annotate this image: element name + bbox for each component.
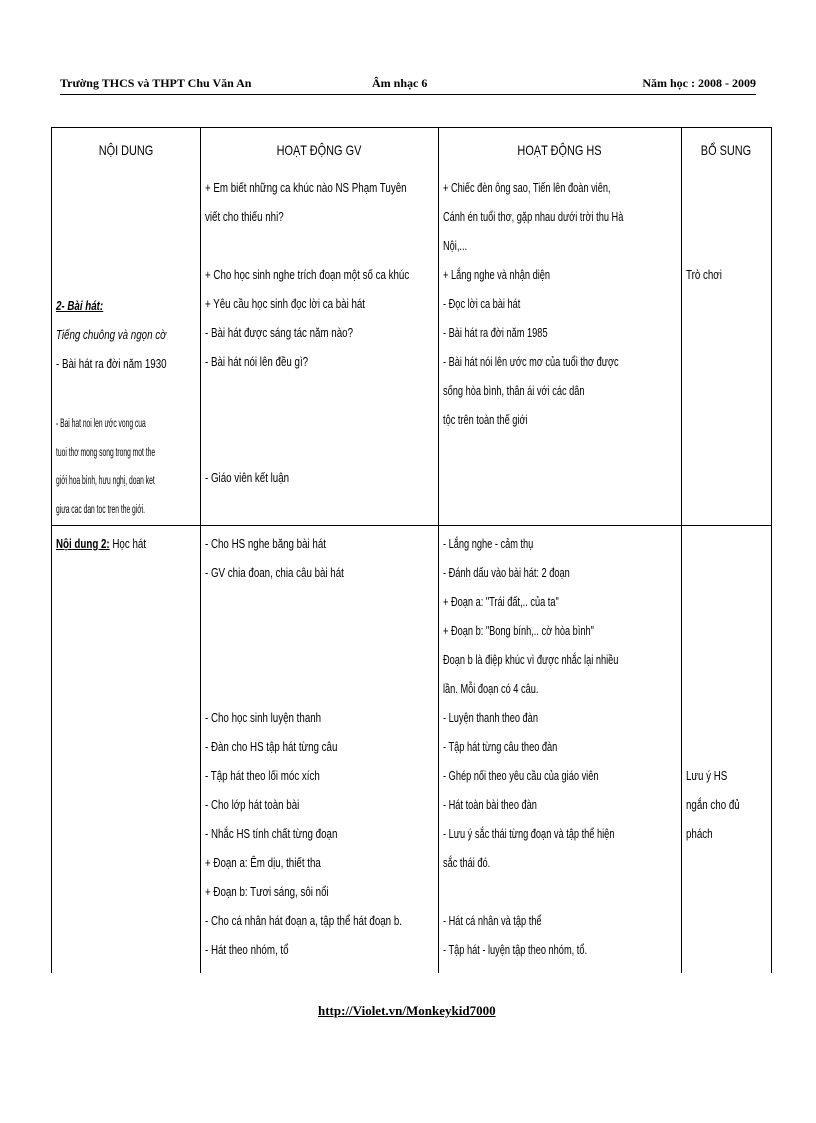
hs-line: - Hát toàn bài theo đàn — [443, 797, 537, 812]
bosung-line: ngắn cho đủ — [686, 797, 740, 812]
note-line: giới hoa bình, hưu nghị, doan ket — [56, 473, 155, 487]
hs-line: - Bài hát ra đời năm 1985 — [443, 325, 548, 340]
hs-line: - Lưu ý sắc thái từng đoạn và tập thể hiện — [443, 826, 615, 841]
hs-line: - Bài hát nói lên ước mơ của tuổi thơ được — [443, 354, 619, 369]
column-divider — [681, 128, 682, 973]
gv-line — [205, 645, 402, 674]
column-header-hoat-dong-hs: HOẠT ĐỘNG HS — [517, 142, 602, 158]
gv-line — [205, 434, 409, 463]
hs-line: sống hòa bình, thân ái với các dân — [443, 383, 585, 398]
school-name: Trường THCS và THPT Chu Văn An — [60, 76, 252, 90]
hs-line: - Tập hát từng câu theo đàn — [443, 739, 558, 754]
gv-line — [205, 405, 409, 434]
note-line: tuoi thơ mong song trong mot the — [56, 444, 156, 459]
gv-line: - Cho cá nhân hát đoạn a, tập thể hát đoạn b. — [205, 913, 402, 928]
content-2-label: Nội dung 2: — [56, 536, 110, 551]
bosung-cell-1 — [686, 260, 722, 289]
hs-line: Đoạn b là điệp khúc vì được nhắc lại nhiều — [443, 652, 619, 667]
content-2-text: Học hát — [109, 536, 147, 551]
gv-line: + Đoạn a: Êm dịu, thiết tha — [205, 855, 321, 870]
gv-cell-1 — [205, 173, 409, 492]
gv-line — [205, 376, 409, 405]
hs-cell-1 — [443, 173, 623, 434]
gv-line: + Em biết những ca khúc nào NS Phạm Tuyên — [205, 180, 407, 195]
gv-line: + Yêu cầu học sinh đọc lời ca bài hát — [205, 296, 366, 311]
hs-line: - Đọc lời ca bài hát — [443, 296, 521, 311]
gv-line: - Đàn cho HS tập hát từng câu — [205, 739, 338, 754]
hs-line: - Hát cá nhân và tập thể — [443, 913, 542, 928]
hs-cell-2 — [443, 529, 618, 964]
noidung-cell-2 — [56, 529, 146, 558]
note-line: giưa cac dan toc tren the giới. — [56, 501, 145, 516]
school-year: Năm học : 2008 - 2009 — [642, 76, 756, 90]
hs-line: Nội,... — [443, 238, 468, 253]
gv-line: - Bài hát nói lên đều gì? — [205, 354, 309, 369]
hs-line: + Đoạn a: "Trái đất,.. của ta" — [443, 594, 559, 609]
hs-line: - Tập hát - luyện tập theo nhóm, tổ. — [443, 942, 588, 957]
hs-line: - Đánh dấu vào bài hát: 2 đoạn — [443, 565, 570, 580]
row-divider — [52, 525, 771, 526]
column-header-bo-sung: BỔ SUNG — [700, 142, 752, 158]
bosung-line: Trò chơi — [686, 267, 722, 282]
lesson-table — [51, 127, 772, 973]
gv-line: - Cho học sinh luyện thanh — [205, 710, 322, 725]
noidung-notes — [56, 409, 155, 523]
column-header-noi-dung: NỘI DUNG — [98, 142, 154, 158]
gv-line: - Tập hát theo lối móc xích — [205, 768, 320, 783]
hs-line: - Luyện thanh theo đàn — [443, 710, 538, 725]
hs-line: sắc thái đó. — [443, 855, 491, 870]
hs-line: + Lắng nghe và nhận diện — [443, 267, 551, 282]
note-line: - Bai hat noi len ước vong cua — [56, 416, 146, 430]
hs-line: - Ghép nối theo yêu cầu của giáo viên — [443, 768, 599, 783]
gv-line: - Bài hát được sáng tác năm nào? — [205, 325, 354, 340]
gv-line — [205, 231, 409, 260]
gv-line: - Nhắc HS tính chất từng đoạn — [205, 826, 338, 841]
gv-line: - Cho lớp hát toàn bài — [205, 797, 300, 812]
subject-name: Âm nhạc 6 — [372, 76, 428, 90]
gv-line — [205, 674, 402, 703]
column-divider — [200, 128, 201, 973]
bosung-line: Lưu ý HS — [686, 768, 728, 783]
hs-line: + Chiếc đèn ông sao, Tiến lên đoàn viên, — [443, 180, 611, 195]
gv-line: - Giáo viên kết luận — [205, 470, 290, 485]
gv-line: viết cho thiếu nhi? — [205, 209, 284, 224]
song-year: - Bài hát ra đời năm 1930 — [56, 356, 167, 371]
hs-line: + Đoạn b: "Bong bính,.. cờ hòa bình" — [443, 623, 594, 638]
noidung-cell — [56, 291, 167, 378]
gv-cell-2 — [205, 529, 402, 964]
song-title: Tiếng chuông và ngọn cờ — [56, 327, 166, 342]
gv-line — [205, 587, 402, 616]
gv-line: - Cho HS nghe băng bài hát — [205, 536, 326, 551]
bosung-cell-2 — [686, 761, 740, 848]
hs-line: lần. Mỗi đoạn có 4 câu. — [443, 681, 539, 696]
gv-line: - Hát theo nhóm, tổ — [205, 942, 289, 957]
page-header — [60, 76, 756, 95]
bosung-line: phách — [686, 826, 713, 841]
column-header-hoat-dong-gv: HOẠT ĐỘNG GV — [276, 142, 362, 158]
gv-line: + Đoạn b: Tươi sáng, sôi nổi — [205, 884, 329, 899]
hs-line — [443, 877, 618, 906]
gv-line: - GV chia đoan, chia câu bài hát — [205, 565, 344, 580]
footer-link[interactable]: http://Violet.vn/Monkeykid7000 — [318, 1003, 496, 1018]
column-divider — [438, 128, 439, 973]
gv-line: + Cho học sinh nghe trích đoạn một số ca khúc — [205, 267, 410, 282]
gv-line — [205, 616, 402, 645]
hs-line: Cánh én tuổi thơ, gặp nhau dưới trời thu Hà — [443, 209, 624, 224]
section-title: 2- Bài hát: — [56, 298, 104, 313]
hs-line: - Lắng nghe - cảm thụ — [443, 536, 534, 551]
hs-line: tộc trên toàn thế giới — [443, 412, 528, 427]
